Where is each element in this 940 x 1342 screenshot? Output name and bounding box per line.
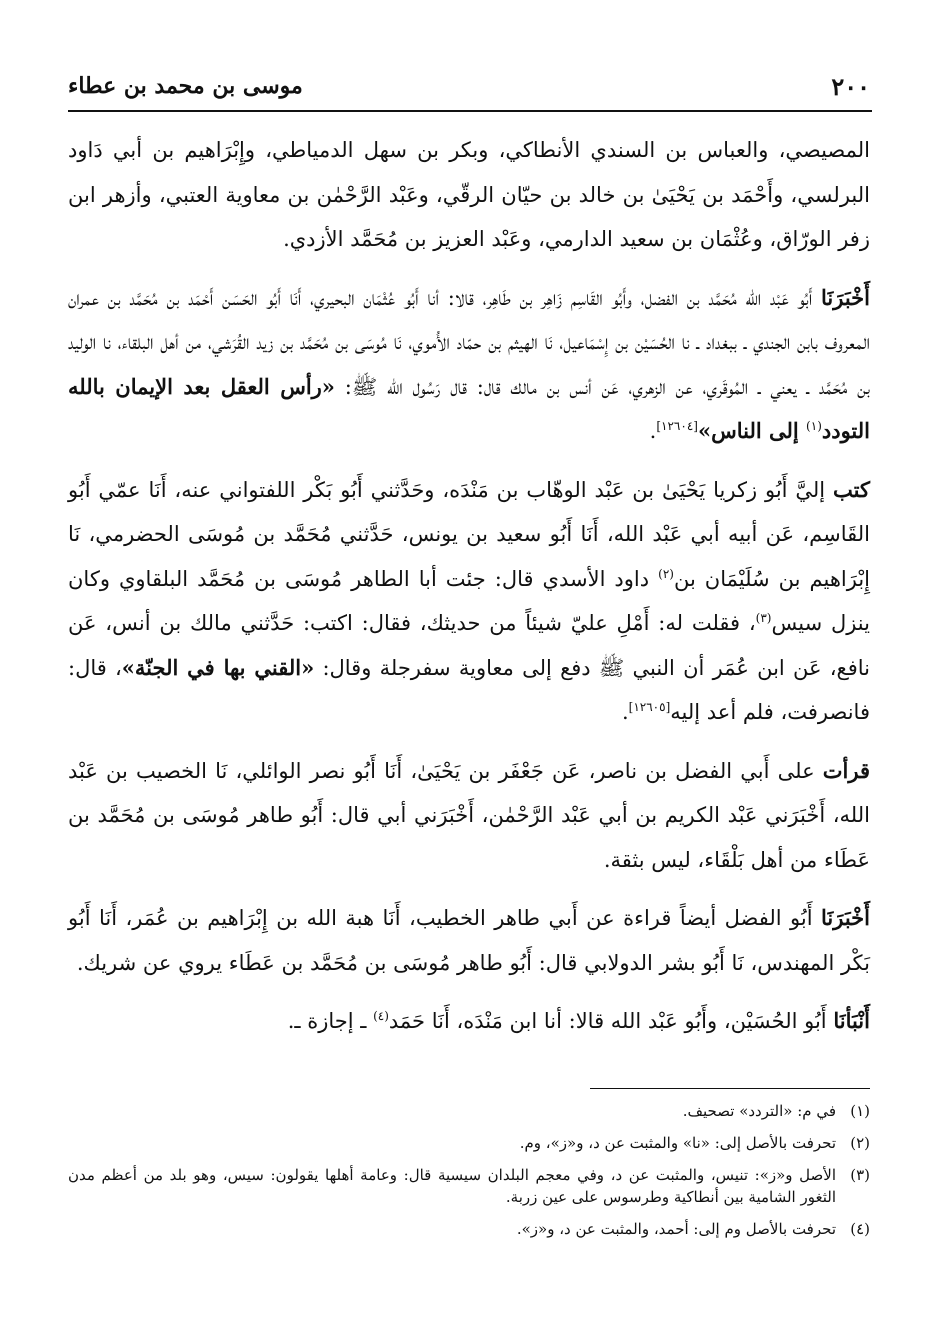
page-number: ٢٠٠ — [831, 71, 870, 101]
footnote-number: (١) — [850, 1102, 870, 1120]
hadith-number: [١٢٦٠٥] — [628, 700, 671, 714]
paragraph-text-3: ، فقلت له: أَمْلِ عليّ شيئاً من حديثك، فقال: اكتب: حَدَّثني مالك بن أنس، عَن نافع، عَن ابن عُمَر أن النبي ﷺ دفع إلى معاوية سفرجلة وقال: — [68, 611, 870, 680]
footnote-ref: (٢) — [658, 566, 674, 581]
footnote-rule — [590, 1088, 870, 1089]
header-rule — [68, 110, 872, 112]
paragraph-3 — [68, 468, 870, 735]
footnote-text: تحرفت بالأصل إلى: «نا» والمثبت عن د، و«ز»، وم. — [519, 1134, 836, 1152]
footnote — [68, 1164, 870, 1208]
paragraph-text: أَبُو الحُسَيْن، وأَبُو عَبْد الله قالا: أنا ابن مَنْدَه، أَنَا حَمَد — [388, 1009, 834, 1033]
footnote-text: في م: «التردد» تصحيف. — [682, 1102, 836, 1120]
paragraph-lead-word: أَنْبَأنَا — [833, 1008, 870, 1033]
hadith-quote: «القني بها في الجنّة» — [121, 654, 315, 680]
main-text — [68, 128, 870, 1058]
paragraph-text: على أَبي الفضل بن ناصر، عَن جَعْفَر بن يَحْيَىٰ، أَنَا أَبُو نصر الوائلي، نَا الخصيب بن عَبْد الله، أَخْبَرَني عَبْد الكريم بن أبي عَبْد الرَّحْمٰن، أَخْبَرَني أبي قال: أَبُو طاهر مُوسَى بن مُحَمَّد بن عَطَاء من أهل بَلْقَاء، ليس بثقة. — [68, 758, 870, 872]
hadith-quote-end: إلى الناس» — [697, 418, 807, 443]
footnote-text: الأصل و«ز»: تنيس، والمثبت عن د، وفي معجم البلدان سيسية قال: وعامة أهلها يقولون: سيس، وهو بلد من أعظم مدن الثغور الشامية بين أنطاكية وطرسوس على عين زربة. — [68, 1166, 836, 1206]
footnote — [68, 1100, 870, 1122]
footnote — [68, 1132, 870, 1154]
paragraph-tail: ـ إجازة ـ. — [287, 1009, 374, 1033]
paragraph-lead-word: قرأت — [822, 757, 870, 783]
paragraph-text-2: داود الأسدي قال: جئت أبا الطاهر مُوسَى بن مُحَمَّد البلقاوي وكان ينزل سيس — [68, 566, 870, 635]
paragraph-2 — [68, 276, 870, 454]
footnote-text: تحرفت بالأصل وم إلى: أحمد، والمثبت عن د، و«ز». — [516, 1220, 836, 1238]
hadith-quote: «رأس العقل بعد الإيمان بالله التودد — [68, 373, 870, 443]
paragraph-1 — [68, 128, 870, 262]
footnotes — [68, 1100, 870, 1250]
footnote-ref: (١) — [806, 419, 822, 433]
footnote-number: (٢) — [850, 1134, 870, 1152]
paragraph-tail: . — [649, 419, 657, 443]
paragraph-5 — [68, 896, 870, 985]
paragraph-lead-word: أَخْبَرَنَا — [821, 284, 870, 310]
footnote-number: (٣) — [850, 1166, 870, 1184]
page-header — [68, 66, 870, 106]
paragraph-text: المصيصي، والعباس بن السندي الأنطاكي، وبكر بن سهل الدمياطي، وإِبْرَاهيم بن أبي دَاود البرلسي، وأَحْمَد بن يَحْيَىٰ بن خالد بن حيّان الرقّي، وعَبْد الرَّحْمٰن بن معاوية العتبي، وأزهر ابن زفر الورّاق، وعُثْمَان بن سعيد الدارمي، وعَبْد العزيز بن مُحَمَّد الأزدي. — [68, 138, 870, 251]
paragraph-text: أَبُو عَبْد الله مُحَمَّد بن الفضل، وأَبُو القَاسِم زَاهِر بن طَاهِر، قالا: أنا أَبُو عُثْمَان البحيري، أَنَا أَبُو الحَسَن أَحْمَد بن مُحَمَّد بن عمران المعروف بابن الجندي ـ ببغداد ـ نا الحُسَيْن بن إِسْمَاعيل، نَا الهيثم بن حمّاد الأُموي، نَا مُوسَى بن مُحَمَّد بن زيد القُرَشي، من أهل البلقاء، نا الوليد بن مُحَمَّد ـ يعني ـ المُوقَري، عن الزهري، عَن أنس بن مالك قال: قال رَسُول الله ﷺ: — [68, 285, 871, 399]
paragraph-tail: . — [621, 700, 629, 724]
footnote — [68, 1218, 870, 1240]
running-title: موسى بن محمد بن عطاء — [68, 73, 303, 99]
footnote-number: (٤) — [850, 1220, 870, 1238]
footnote-ref: (٤) — [373, 1009, 389, 1023]
paragraph-4 — [68, 749, 870, 883]
paragraph-lead-word: أَخْبَرَنَا — [821, 905, 870, 930]
paragraph-text: أَبُو الفضل أيضاً قراءة عن أَبي طاهر الخطيب، أَنَا هبة الله بن إِبْرَاهيم بن عُمَر، أَنَا أَبُو بَكْر المهندس، نَا أَبُو بشر الدولابي قال: أَبُو طاهر مُوسَى بن مُحَمَّد بن عَطَاء يروي عن شريك. — [68, 906, 870, 975]
paragraph-6 — [68, 999, 870, 1044]
paragraph-text-4: ، قال: فانصرفت، فلم أعد إليه — [68, 655, 870, 724]
hadith-number: [١٢٦٠٤] — [656, 419, 698, 433]
paragraph-text: إليَّ أَبُو زكريا يَحْيَىٰ بن عَبْد الوهّاب بن مَنْدَه، وحَدَّثني أَبُو بَكْر اللفتواني عنه، أَنَا عمّي أَبُو القَاسِم، عَن أبيه أبي عَبْد الله، أَنَا أَبُو سعيد بن يونس، حَدَّثني مُحَمَّد بن مُوسَى الحضرمي، نَا إِبْرَاهيم بن سُلَيْمَان بن — [68, 477, 870, 591]
paragraph-lead-word: كتب — [833, 476, 870, 502]
footnote-ref: (٣) — [755, 611, 772, 625]
